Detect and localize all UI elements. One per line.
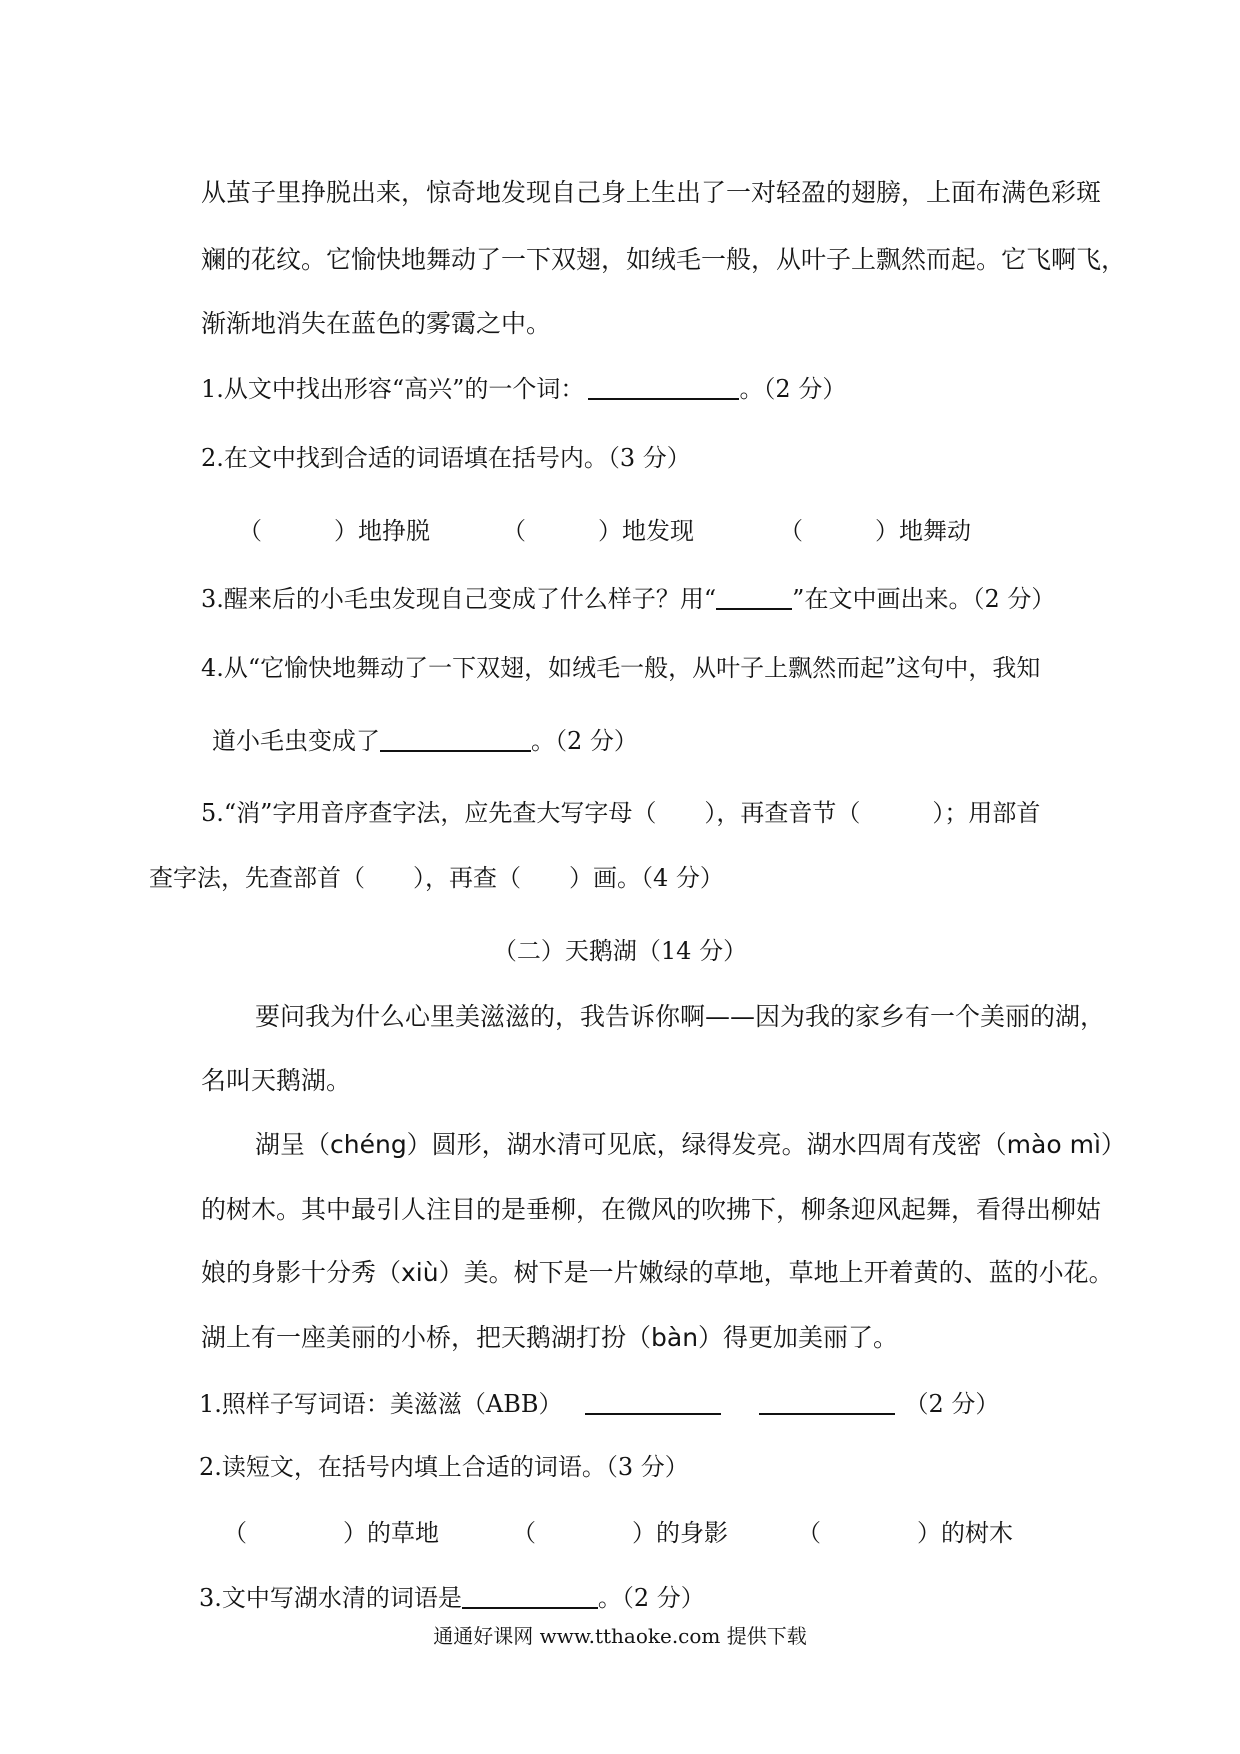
question-3 — [199, 1582, 705, 1613]
question-3 — [201, 583, 1055, 614]
question-score: 。（2 分） — [739, 375, 847, 403]
fill-item: （ ）的身影 — [512, 1519, 728, 1547]
question-text: 道小毛虫变成了 — [212, 727, 380, 755]
answer-blank — [588, 376, 739, 400]
question-2: 2.读短文，在括号内填上合适的词语。（3 分） — [199, 1453, 689, 1481]
answer-blank — [759, 1391, 895, 1415]
question-text: 1.照样子写词语：美滋滋（ABB） — [199, 1390, 563, 1418]
question-1 — [199, 1388, 999, 1419]
passage-line: 的树木。其中最引人注目的是垂柳，在微风的吹拂下，柳条迎风起舞，看得出柳姑 — [201, 1195, 1102, 1224]
fill-item: （ ）的树木 — [797, 1519, 1013, 1547]
fill-item: （ ）的草地 — [223, 1519, 439, 1547]
passage-line: 斓的花纹。它愉快地舞动了一下双翅，如绒毛一般，从叶子上飘然而起。它飞啊飞， — [201, 245, 1127, 274]
answer-blank — [585, 1391, 721, 1415]
question-score: （2 分） — [904, 1390, 1000, 1418]
question-text: 1.从文中找出形容“高兴”的一个词： — [201, 375, 585, 403]
passage-line: 渐渐地消失在蓝色的雾霭之中。 — [201, 309, 552, 338]
fill-item: （ ）地发现 — [502, 517, 694, 545]
passage-line: 湖上有一座美丽的小桥，把天鹅湖打扮（bàn）得更加美丽了。 — [201, 1323, 899, 1352]
page-footer: 通通好课网 www.tthaoke.com 提供下载 — [433, 1624, 807, 1648]
answer-blank — [462, 1585, 598, 1609]
passage-line: 湖呈（chéng）圆形，湖水清可见底，绿得发亮。湖水四周有茂密（mào mì） — [255, 1130, 1126, 1159]
section-title: （二）天鹅湖（14 分） — [492, 937, 748, 965]
question-score: 。（2 分） — [531, 727, 638, 755]
question-4: 4.从“它愉快地舞动了一下双翅，如绒毛一般，从叶子上飘然而起”这句中，我知 — [201, 654, 1041, 682]
question-5: 5.“消”字用音序查字法，应先查大写字母（ ），再查音节（ ）；用部首 — [201, 799, 1041, 827]
question-1 — [201, 373, 846, 404]
passage-line: 名叫天鹅湖。 — [201, 1066, 352, 1095]
fill-item: （ ）地舞动 — [779, 517, 971, 545]
answer-blank — [716, 586, 792, 610]
question-text: 3.醒来后的小毛虫发现自己变成了什么样子？用“ — [201, 585, 717, 613]
fill-item: （ ）地挣脱 — [238, 517, 430, 545]
question-5-continued: 查字法，先查部首（ ），再查（ ）画。（4 分） — [149, 864, 724, 892]
answer-blank — [380, 728, 531, 752]
question-2: 2.在文中找到合适的词语填在括号内。（3 分） — [201, 444, 691, 472]
question-score: ”在文中画出来。（2 分） — [792, 585, 1056, 613]
passage-line: 要问我为什么心里美滋滋的，我告诉你啊——因为我的家乡有一个美丽的湖， — [255, 1002, 1106, 1031]
question-text: 3.文中写湖水清的词语是 — [199, 1584, 462, 1612]
passage-line: 娘的身影十分秀（xiù）美。树下是一片嫩绿的草地，草地上开着黄的、蓝的小花。 — [201, 1258, 1114, 1287]
question-4-continued — [212, 725, 638, 756]
question-score: 。（2 分） — [597, 1584, 705, 1612]
passage-line: 从茧子里挣脱出来，惊奇地发现自己身上生出了一对轻盈的翅膀，上面布满色彩斑 — [201, 178, 1102, 207]
